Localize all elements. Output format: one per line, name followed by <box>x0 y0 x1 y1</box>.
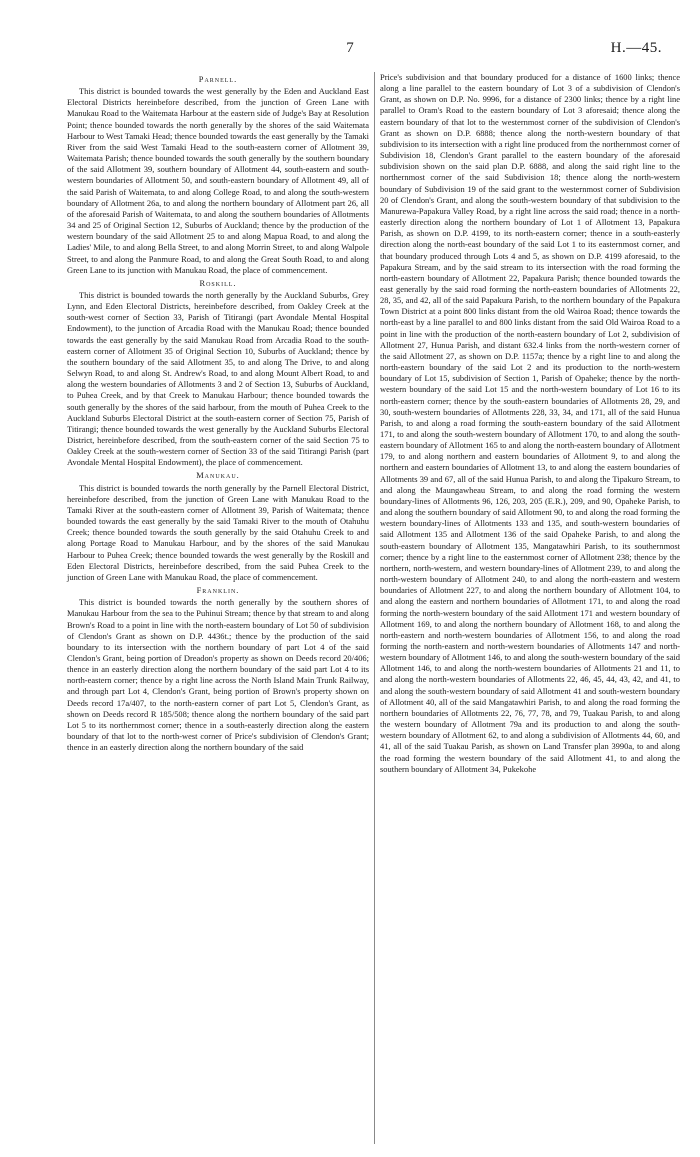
section-text-franklin: This district is bounded towards the north generally by the southern shores of Manukau Harbour from the sea to the Puhinui Stream; thence by that stream to and along Brown's Road to a point in line with the north-eastern boundary of Lot 50 of subdivision of Clendon's Grant as shown on D.P. 4436t.; thence by the production of the said boundary to its intersection with the northern boundary of part Lot 4 of the said Clendon's Grant, being portion of Dreadon's property as shown on Deeds record 20/406; thence in an easterly direction along the northern boundary of the said part Lot 4 to its north-eastern corner; thence by a right line across the North Island Main Trunk Railway, and through part Lot 4, Clendon's Grant, being portion of Brown's property shown on Deeds record 17a/407, to the north-eastern corner of part Lot 5, Clendon's Grant, as shown on Deeds record R 185/508; thence along the northern boundary of the said part Lot 5 to its northernmost corner; thence in a south-easterly direction along the eastern boundary of that lot to the north-west corner of Price's subdivision of Clendon's Grant; thence in an easterly direction along the northern boundary of the said <box>67 597 369 753</box>
document-reference: H.—45. <box>610 40 662 56</box>
section-text-parnell: This district is bounded towards the west generally by the Eden and Auckland East Electoral Districts hereinbefore described, from the junction of Green Lane with Manukau Road to the Waitemata Harbour at the eastern side of Judge's Bay at Resolution Point; thence bounded towards the north generally by the shores of the said Waitemata Harbour to West Tamaki Head; thence bounded towards the east generally by the Tamaki River from the said West Tamaki Head to the south-eastern corner of Allotment 39, Waitemata Parish; thence bounded towards the south generally by the southern boundary of the said Allotment 39, southern boundary of Allotment 44, south-eastern and south-western boundaries of Allotment 50, and south-eastern boundary of Allotment 49, all of the said Parish of Waitemata, to and along College Road, to and along the south-western boundary of Allotment 26a, to and along the northern boundary of Allotment part 26, all of the aforesaid Parish of Waitemata, to and along the southern boundaries of Allotments 34 and 25 of Original Section 12, Suburbs of Auckland; thence by the production of the western boundary of the said Allotment 25 to and along Mapua Road, to and along the Ladies' Mile, to and along Bella Street, to and along Morrin Street, to and along Walpole Street, to and along the Panmure Road, to and along the Great South Road, to and along Green Lane to its junction with Manukau Road, the place of commencement. <box>67 86 369 275</box>
page-header <box>0 40 700 60</box>
right-column <box>380 72 680 775</box>
section-heading-franklin: Franklin. <box>196 586 240 596</box>
section-heading-manukau: Manukau. <box>196 471 240 481</box>
section-text-roskill: This district is bounded towards the north generally by the Auckland Suburbs, Grey Lynn, and Eden Electoral Districts, hereinbefore described, from Oakley Creek at the south-west corner of Section 33, Parish of Titirangi (part Avondale Mental Hospital Endowment), to the junction of Arcadia Road with the Manukau Road; thence bounded towards the east generally by the said Manukau Road from Arcadia Road to the south-eastern corner of Allotment 35 of Original Section 10, Suburbs of Auckland; thence by the southern boundary of the said Allotment 35, to and along The Drive, to and along Selwyn Road, to and along St. Andrew's Road, to and along Mount Albert Road, to and along the western boundaries of Allotments 3 and 2 of Section 13, Suburbs of Auckland, to Puhea Creek, and by that Creek to Manukau Harbour; thence bounded towards the south generally by the shores of the said harbour, from the mouth of Puhea Creek to the Auckland Suburbs Electoral District at the south-eastern corner of Section 75, Parish of Titirangi; thence bounded towards the west generally by the Auckland Suburbs Electoral District, hereinbefore described, from the south-eastern corner of the said Section 75 to Oakley Creek at the south-western corner of Section 33 of the said Titirangi Parish (part Avondale Mental Hospital Endowment), the place of commencement. <box>67 289 369 468</box>
column-divider <box>374 72 375 1144</box>
section-heading-roskill: Roskill. <box>199 278 237 288</box>
section-text-franklin-continued: Price's subdivision and that boundary produced for a distance of 1600 links; thence along a line parallel to the eastern boundary of Lot 3 of a subdivision of Clendon's Grant, as shown on D.P. No. 9996, for a distance of 2300 links; thence by a right line parallel to Oram's Road to the eastern boundary of Lot 3 aforesaid; thence along the eastern boundary of that lot to the westernmost corner of the subdivision of Clendon's Grant as shown on D.P. 6888; thence along the north-western boundary of that subdivision to its intersection with a right line produced from the northernmost corner of Subdivision 18, Clendon's Grant parallel to the eastern boundary of the aforesaid subdivision shown on the said plan D.P. 6888, and along the said right line to the northernmost corner of the said Subdivision 18; thence along the north-western boundary of Subdivision 19 of the said grant to the westernmost corner of Subdivision 20 of Clendon's Grant, and along the south-western boundary of that subdivision to the Manurewa-Papakura Valley Road, by a right line across the said road; thence in a north-easterly direction along the northern boundary of Lot 1 of Allotment 13, Papakura Parish, as shown on D.P. 4199, to its north-eastern corner; thence in a south-easterly direction along the north-east boundary of the said Lot 1 to its easternmost corner, and that boundary produced through Lots 4 and 5, as shown on D.P. 4199 aforesaid, to the Papakura Stream, and by the said stream to its intersection with the road forming the north-eastern boundary of Allotment 22, Papakura Parish; thence bounded towards the east generally by the said road forming the north-eastern boundaries of Allotments 22, 28, 35, and 42, all of the said Papakura Parish, to the northern boundary of the Papakura Town District at a point 800 links distant from the old Wairoa Road; thence towards the north-east by a line parallel to and 800 links distant from the said Old Wairoa Road to a point in line with the production of the north-eastern boundary of Lot 2, subdivision of Allotment 27, Hunua Parish, and distant 632.4 links from the north-western corner of the said Allotment 27, as shown on D.P. 1157a; thence by a right line to and along the north-eastern boundary of the said Lot 2 and its production to the north-western boundary of Lot 15, subdivision of Section 1, Parish of Opaheke; thence by the north-western boundary of the said Lot 15 and the north-western boundary of Lot 16 to its north-eastern corner; thence by the south-eastern boundaries of Allotments 28, 29, and 30, south-western boundaries of Allotments 228, 33, 34, and 171, all of the said Hunua Parish, to and along a road forming the south-eastern boundary of the said Allotment 171, to and along the south-western boundary of Allotment 170, to and along the south-eastern boundary of Allotment 165 to and along the north-eastern boundary of Allotment 179, to and along northern and eastern boundaries of Allotment 9, to and along the northern and eastern boundaries of Allotment 13, to and along the eastern boundaries of Allotments 39 and 67, all of the said Hunua Parish, to and along the Tipakuro Stream, to and along the Maungawheau Stream, to and along the road forming the western boundary-lines of Allotments 96, 126, 203, 205 (E.R.), 209, and 90, Opaheke Parish, to and along the southern boundary of said Allotment 90, to and along the road forming the western boundary-lines of Allotments 133 and 135, and south-western boundaries of said Allotment 135 and Allotment 136 of the said Opaheke Parish, to and along the south-eastern boundary of Allotment 135, Mangatawhiri Parish, to its southernmost corner; thence by a right line to the easternmost corner of Allotment 238; thence by the northern, north-western, and western boundary-lines of Allotment 239, to and along the north-western boundary of Allotment 240, to and along the north-eastern and western boundaries of Allotment 227, to and along the northern boundary of Allotment 104, to and along the eastern and northern boundaries of Allotment 171, to and along the road forming the north-western boundary of the said Allotment 171 and western boundary of Allotment 169, to and along the northern boundary of Allotment 168, to and along the north-eastern and north-western boundaries of Allotment 156, to and along the road forming the north-eastern and north-western boundaries of Allotments 147 and north-western boundary of Allotment 146, to and along the south-western boundary of the said Allotment 146, to and along the north-western boundaries of Allotments 21 and 11, to and along the north-western boundaries of Allotments 22, 46, 45, 44, 43, 42, and 41, to and along the south-western boundary of said Allotment 41 and south-western boundary of Allotment 40, all of the said Mangatawhiri Parish, to and along the road forming the northern boundaries of Allotments 22, 76, 77, 78, and 79, Tuakau Parish, to and along the western boundary of Allotment 79a and its production to and along the south-western boundary of Allotment 62, to and along a subdivision of Allotments 44, 60, and 41, all of the said Tuakau Parish, as shown on Land Transfer plan 3990a, to and along the road forming the western boundary of the said Allotment 41, to and along the southern boundary of Allotment 34, Pukekohe <box>380 72 680 774</box>
section-text-manukau: This district is bounded towards the north generally by the Parnell Electoral District, hereinbefore described, from the junction of Green Lane with Manukau Road to the Tamaki River at the south-eastern corner of Allotment 39, Parish of Waitemata; thence bounded towards the east generally by the said Tamaki River to the mouth of Otahuhu Creek; thence bounded towards the south generally by the said Otahuhu Creek to and along Portage Road to Manukau Harbour, and by the shores of the said Manukau Harbour to Puhea Creek; thence bounded towards the west generally by the Roskill and Eden Electoral Districts, hereinbefore described, from the said Puhea Creek to the junction of Green Lane with Manukau Road, the place of commencement. <box>67 482 369 582</box>
section-heading-parnell: Parnell. <box>198 75 238 84</box>
page-number: 7 <box>346 40 354 56</box>
left-column <box>67 72 369 753</box>
